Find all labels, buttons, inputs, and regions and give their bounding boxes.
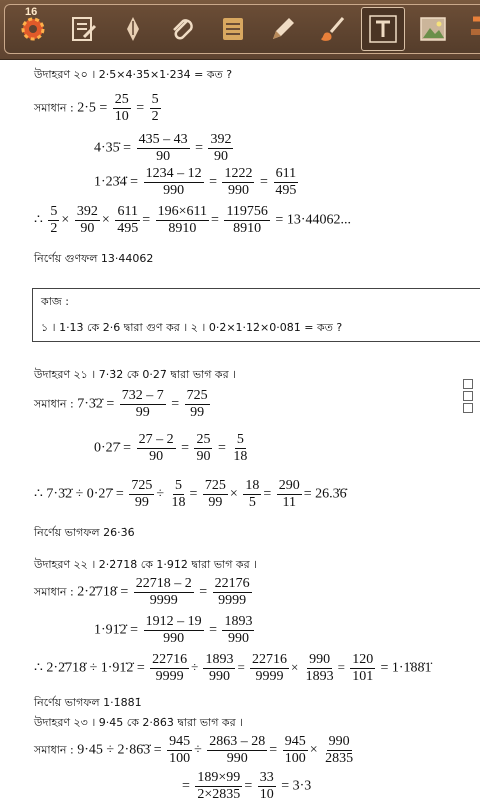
ex20-step-2: 4·35̇ = $\frac{435 - 43}{90}$ = $\frac{392}{90}$ [94,132,232,164]
fraction: $\frac{120}{101}$ [352,652,374,684]
fraction: $\frac{725}{99}$ [186,388,208,420]
paperclip-icon[interactable] [161,7,205,51]
example-21-title: উদাহরণ ২১ । 7·3̇2̇ কে 0·27̇ দ্বারা ভাগ কর । [34,368,237,381]
fraction: $\frac{435 - 43}{90}$ [138,132,188,164]
fraction: $\frac{5}{18}$ [233,432,248,464]
fraction: $\frac{1912 - 19}{990}$ [145,614,202,646]
fraction: $\frac{22718 - 2}{9999}$ [135,576,192,608]
ex21-answer: নির্ণেয় ভাগফল 26·3̇6̇ [34,526,135,539]
fraction: $\frac{990}{2835}$ [325,734,354,766]
math-lhs: 1·91̇2̇ = [94,622,139,638]
fraction: $\frac{33}{10}$ [259,770,274,800]
example-20-title: উদাহরণ ২০ । 2·5×4·35̇×1·23̇4̇ = কত ? [34,68,233,81]
ex21-step-3: ∴ 7·3̇2̇ ÷ 0·27̇ = $\frac{725}{99}$ ÷ $\frac{5}{18}$ = $\frac{725}{99}$ × $\frac{18}{5}$ = $\frac{290}{11}$ = 26.3̇6̇ [34,478,347,510]
fraction: $\frac{22716}{9999}$ [252,652,288,684]
ex20-step-4: ∴ $\frac{5}{2}$ × $\frac{392}{90}$ × $\frac{611}{495}$ = $\frac{196\times 611}{8910}$ = $\frac{119756}{8910}$ = 13·44062... [34,204,351,236]
fraction: $\frac{1893}{990}$ [205,652,234,684]
text-style-icon[interactable] [461,7,480,51]
fraction: $\frac{5}{2}$ [50,204,58,236]
fraction: $\frac{1222}{990}$ [224,166,253,198]
math-lhs: ∴ 2·2̇718̇ ÷ 1·91̇2̇ = [34,660,145,676]
margin-markers [463,379,473,415]
fraction: $\frac{611}{495}$ [117,204,139,236]
math-result: 26.3̇6̇ [315,486,347,502]
fountain-pen-icon[interactable] [111,7,155,51]
ex20-step-3: 1·23̇4̇ = $\frac{1234 - 12}{990}$ = $\frac{1222}{990}$ = $\frac{611}{495}$ [94,166,297,198]
ex20-answer: নির্ণেয় গুণফল 13·44062 [34,252,154,265]
math-lhs: 1·23̇4̇ = [94,174,139,190]
solution-label: সমাধান : [34,585,74,599]
fraction: $\frac{2863 - 28}{990}$ [209,734,266,766]
brush-icon[interactable] [311,7,355,51]
math-result: = 3·3 [281,778,312,794]
fraction: $\frac{1234 - 12}{990}$ [145,166,202,198]
fraction: $\frac{196\times 611}{8910}$ [157,204,208,236]
solution-label: সমাধান : [34,101,74,115]
fraction: $\frac{189\times 99}{2\times 2835}$ [197,770,241,800]
fraction: $\frac{22176}{9999}$ [214,576,250,608]
math-lhs: 2·2̇718̇ = [77,584,129,600]
ex21-step-1: সমাধান : 7·3̇2̇ = $\frac{732 - 7}{99}$ = $\frac{725}{99}$ [34,388,208,420]
example-22-title: উদাহরণ ২২ । 2·2̇718̇ কে 1·91̇2̇ দ্বারা ভাগ কর । [34,558,258,571]
ex20-step-1: সমাধান : 2·5 = $\frac{25}{10}$ = $\frac{5}{2}$ [34,92,159,124]
fraction: $\frac{725}{99}$ [204,478,226,510]
pencil-icon[interactable] [261,7,305,51]
ex22-step-3: ∴ 2·2̇718̇ ÷ 1·91̇2̇ = $\frac{22716}{9999}$ ÷ $\frac{1893}{990}$ = $\frac{22716}{9999}$ × $\frac{990}{1893}$ = $\frac{120}{101}$ = 1·1̇88̇1̇ [34,652,432,684]
fraction: $\frac{990}{1893}$ [305,652,334,684]
solution-label: সমাধান : [34,397,74,411]
fraction: $\frac{392}{90}$ [76,204,98,236]
notepad-icon[interactable] [211,7,255,51]
math-lhs: 0·27̇ = [94,440,132,456]
math-result: = 13·44062... [275,212,351,228]
fraction: $\frac{945}{100}$ [169,734,191,766]
therefore-symbol: ∴ [34,212,43,228]
fraction: $\frac{5}{18}$ [171,478,186,510]
ex22-step-2: 1·91̇2̇ = $\frac{1912 - 19}{990}$ = $\frac{1893}{990}$ [94,614,253,646]
task-box [32,288,480,342]
math-lhs: 7·3̇2̇ = [77,396,115,412]
fraction: $\frac{25}{90}$ [196,432,211,464]
ex22-step-1: সমাধান : 2·2̇718̇ = $\frac{22718 - 2}{9999}$ = $\frac{22176}{9999}$ [34,576,250,608]
toolbar [0,0,480,60]
image-icon[interactable] [411,7,455,51]
math-lhs: 2·5 = [77,100,108,116]
math-result: = 1·1̇88̇1̇ [380,660,432,676]
fraction: $\frac{25}{10}$ [114,92,129,124]
page-badge: 16 [25,6,38,18]
solution-label: সমাধান : [34,743,74,757]
page-content [0,60,480,800]
fraction: $\frac{732 - 7}{99}$ [121,388,164,420]
ex23-step-1: সমাধান : 9·45 ÷ 2·86̇3̇ = $\frac{945}{100}$ ÷ $\frac{2863 - 28}{990}$ = $\frac{945}{100}$ × $\frac{990}{2835}$ [34,734,354,766]
ex21-step-2: 0·27̇ = $\frac{27 - 2}{90}$ = $\frac{25}{90}$ = $\frac{5}{18}$ [94,432,248,464]
edit-note-icon[interactable] [61,7,105,51]
fraction: $\frac{1893}{990}$ [224,614,253,646]
fraction: $\frac{119756}{8910}$ [226,204,268,236]
ex22-answer: নির্ণেয় ভাগফল 1·1̇88̇1̇ [34,696,142,709]
fraction: $\frac{5}{2}$ [151,92,159,124]
ex23-step-2: = $\frac{189\times 99}{2\times 2835}$ = $\frac{33}{10}$ = 3·3 [182,770,311,800]
math-lhs: 9·45 ÷ 2·86̇3̇ = [77,742,162,758]
fraction: $\frac{27 - 2}{90}$ [138,432,174,464]
fraction: $\frac{22716}{9999}$ [152,652,188,684]
task-title: কাজ : [41,295,69,308]
task-line: ১ । 1·13̇ কে 2·6 দ্বারা গুণ কর । ২ । 0·2̇×1·12̇×0·08̇1̇ = কত ? [41,321,343,334]
toolbar-strip [4,4,480,54]
fraction: $\frac{18}{5}$ [245,478,260,510]
math-lhs: ∴ 7·3̇2̇ ÷ 0·27̇ = [34,486,124,502]
fraction: $\frac{392}{90}$ [210,132,232,164]
fraction: $\frac{725}{99}$ [131,478,153,510]
fraction: $\frac{290}{11}$ [278,478,300,510]
text-tool-icon[interactable] [361,7,405,51]
math-lhs: 4·35̇ = [94,140,132,156]
fraction: $\frac{611}{495}$ [275,166,297,198]
fraction: $\frac{945}{100}$ [284,734,306,766]
example-23-title: উদাহরণ ২৩ । 9·45 কে 2·86̇3̇ দ্বারা ভাগ কর । [34,716,244,729]
